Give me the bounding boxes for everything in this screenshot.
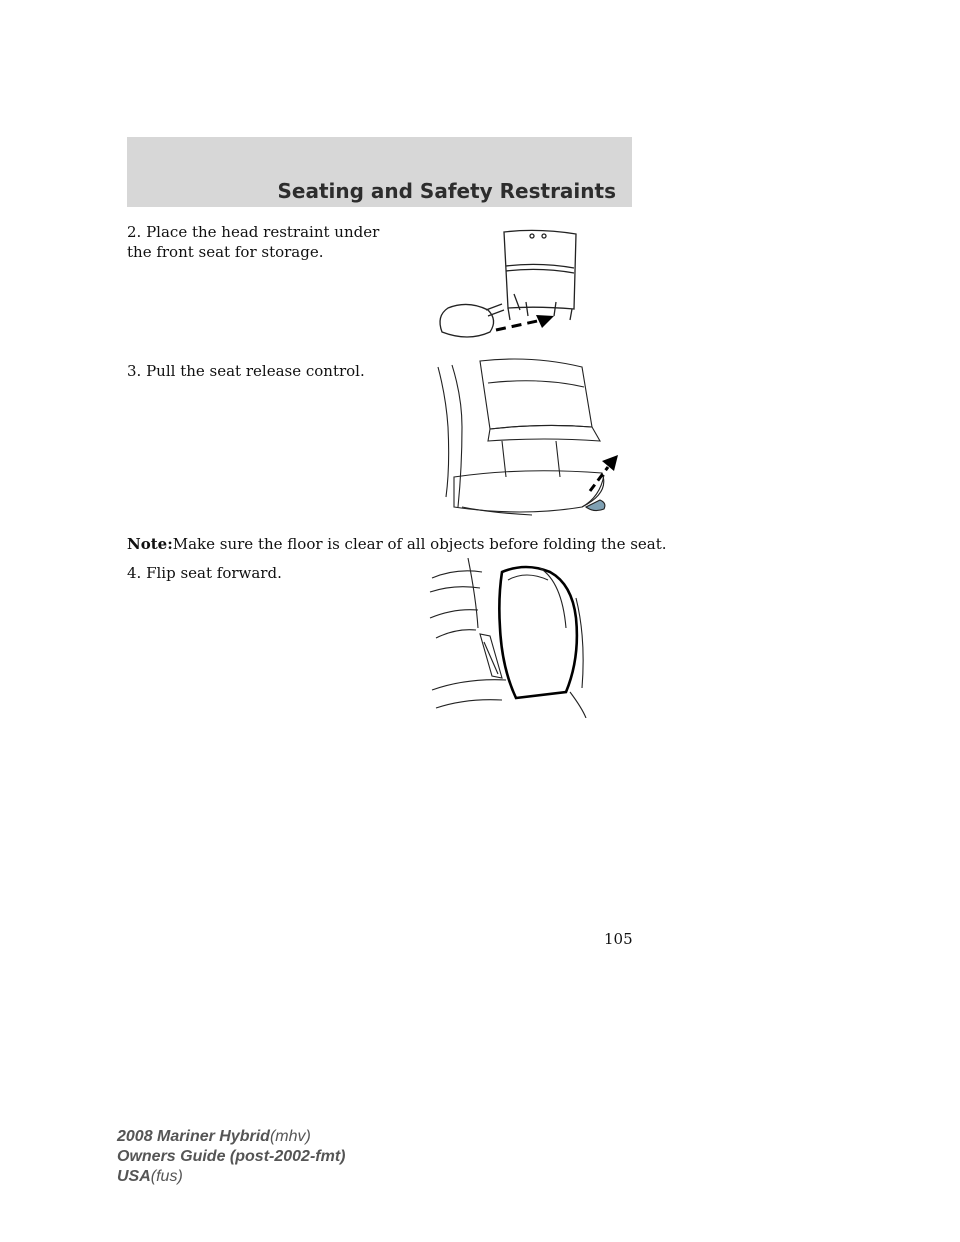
section-header-band (127, 137, 632, 207)
note-paragraph (127, 534, 667, 554)
step-4-text: 4. Flip seat forward. (127, 564, 282, 582)
section-title: Seating and Safety Restraints (277, 179, 616, 203)
seat-release-control-illustration (432, 357, 632, 517)
footer-line-2 (117, 1147, 345, 1167)
note-text: Make sure the floor is clear of all objects before folding the seat. (172, 535, 667, 553)
footer-line-1 (117, 1127, 345, 1147)
page-number: 105 (604, 930, 633, 948)
head-restraint-storage-illustration (428, 224, 588, 344)
seat-flip-forward-illustration (426, 558, 596, 718)
footer-market-code: (fus) (150, 1168, 183, 1185)
footer-model-code: (mhv) (269, 1128, 311, 1145)
footer-model: 2008 Mariner Hybrid (117, 1128, 270, 1145)
footer-guide: Owners Guide (post-2002-fmt) (117, 1148, 346, 1165)
note-label: Note: (127, 535, 173, 553)
footer-market: USA (117, 1168, 151, 1185)
document-footer (117, 1127, 345, 1187)
step-2-line-2: the front seat for storage. (127, 243, 324, 261)
step-3-text: 3. Pull the seat release control. (127, 362, 365, 380)
footer-line-3 (117, 1167, 345, 1187)
step-2-line-1: 2. Place the head restraint under (127, 223, 380, 241)
